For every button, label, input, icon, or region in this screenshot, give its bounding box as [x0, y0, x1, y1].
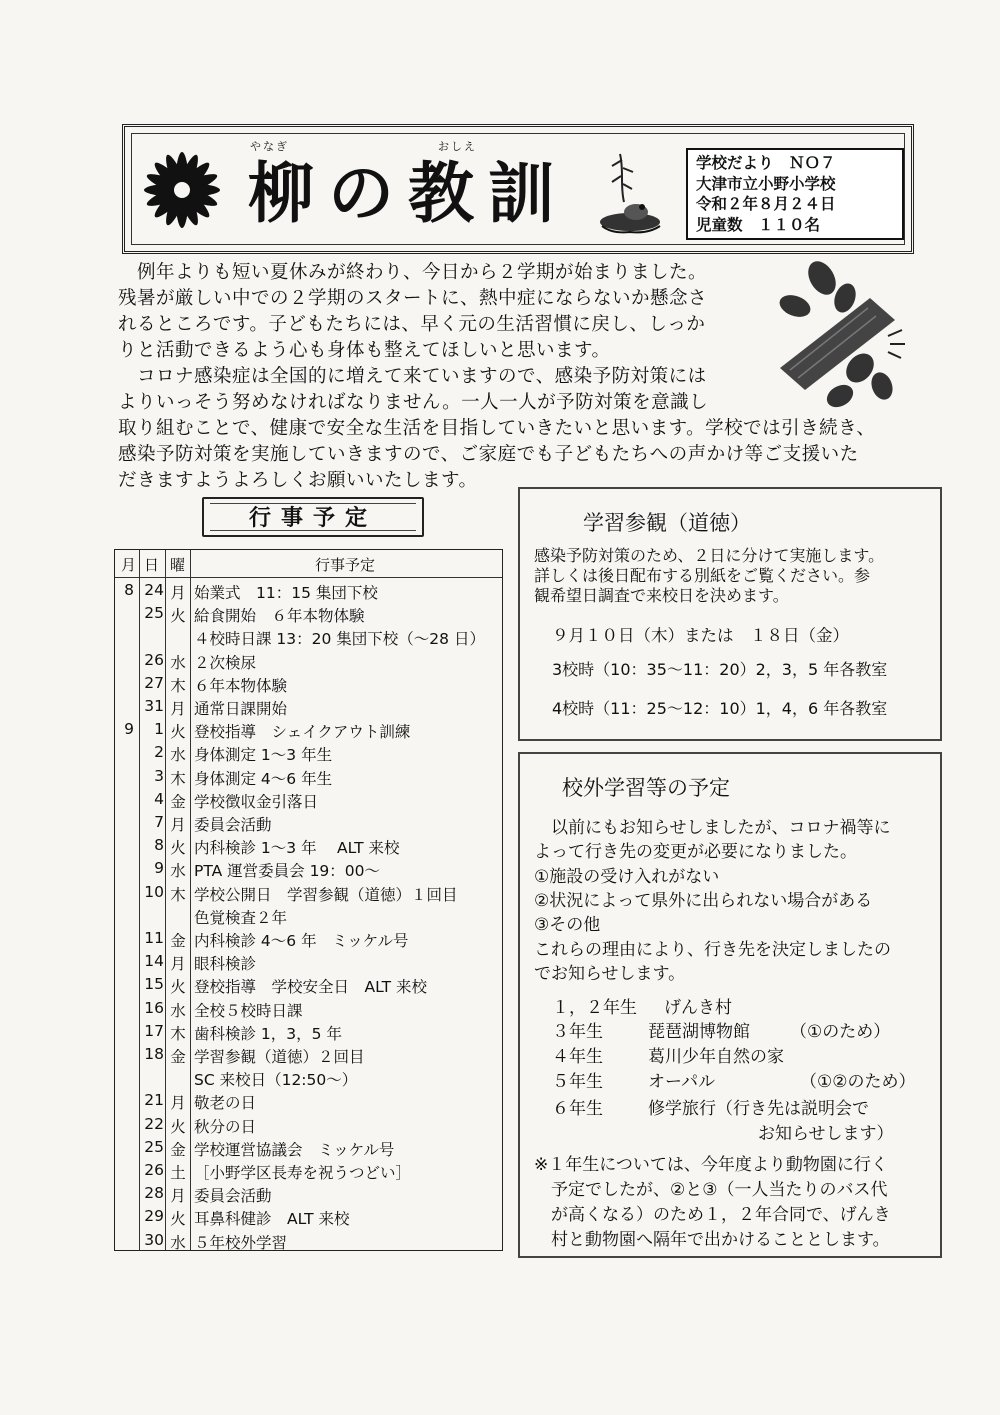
event-cell: 登校指導 学校安全日 ALT 来校 [194, 978, 428, 997]
outside-text: ②状況によって県外に出られない場合がある [534, 891, 873, 911]
day-cell: 16 [144, 998, 164, 1017]
dow-cell: 水 [170, 653, 186, 672]
observation-text: 感染予防対策のため、２日に分けて実施します。 [534, 546, 885, 565]
table-header-month: 月 [121, 556, 137, 574]
outside-text: ①施設の受け入れがない [534, 867, 720, 887]
grade-place: げんき村 [664, 998, 732, 1018]
outside-learning-title: 校外学習等の予定 [562, 776, 730, 800]
grade-note: （①②のため） [800, 1072, 916, 1092]
dow-cell: 月 [170, 1187, 186, 1206]
day-cell: 10 [144, 882, 164, 901]
table-row [115, 651, 502, 673]
event-cell: 学校公開日 学習参観（道徳）１回目 [194, 885, 458, 904]
day-cell: 30 [144, 1230, 164, 1249]
grade-label: ４年生 [552, 1047, 603, 1067]
day-cell: 25 [144, 1137, 164, 1156]
day-cell: 2 [154, 743, 164, 762]
grade-label: ３年生 [552, 1022, 603, 1042]
intro-line: 例年よりも短い夏休みが終わり、今日から２学期が始まりました。 [118, 262, 708, 283]
table-row [115, 1091, 502, 1113]
table-row [115, 767, 502, 789]
outside-text: これらの理由により、行き先を決定しましたの [534, 940, 891, 960]
event-cell: 学校運営協議会 ミッケル号 [194, 1140, 395, 1159]
dow-cell: 水 [170, 746, 186, 765]
table-row [115, 929, 502, 951]
grade-place: オーパル [648, 1072, 716, 1092]
outside-footnote: ※１年生については、今年度より動物園に行く [534, 1155, 888, 1175]
dow-cell: 火 [170, 723, 186, 742]
events-banner-title: 行事予定 [248, 506, 377, 531]
dow-cell: 木 [170, 676, 186, 695]
table-header-dow: 曜 [170, 556, 186, 574]
observation-text: 観希望日調査で来校日を決めます。 [534, 586, 789, 605]
month-cell: 9 [124, 720, 134, 739]
table-row [115, 1045, 502, 1067]
event-cell: 委員会活動 [194, 1187, 272, 1206]
observation-period-4: 4校時（11：25～12：10）1，4，6 年各教室 [552, 699, 888, 718]
month-cell: 8 [124, 581, 134, 599]
observation-title: 学習参観（道徳） [583, 511, 751, 535]
grade-place: 修学旅行（行き先は説明会で [648, 1099, 869, 1119]
day-cell: 18 [144, 1045, 164, 1063]
table-row [115, 697, 502, 719]
dow-cell: 木 [170, 769, 186, 788]
frog-willow-illustration [590, 150, 670, 240]
intro-line: 感染予防対策を実施していきますので、ご家庭でも子どもたちへの声かけ等ご支援いた [118, 444, 859, 465]
event-cell: 登校指導 シェイクアウト訓練 [194, 723, 411, 742]
event-cell: 内科検診 4～6 年 ミッケル号 [194, 932, 409, 950]
header-divider [115, 577, 502, 578]
table-row [115, 743, 502, 765]
table-row [115, 813, 502, 835]
dow-cell: 土 [170, 1164, 186, 1182]
table-header-event: 行事予定 [315, 556, 376, 574]
dow-cell: 金 [170, 1048, 186, 1066]
title-ruby-right: おしえ [438, 140, 477, 153]
table-row [115, 836, 502, 858]
dow-cell: 火 [170, 978, 186, 997]
dow-cell: 火 [170, 839, 186, 858]
event-cell: 眼科検診 [194, 955, 257, 974]
event-cell: 学校徴収金引落日 [194, 792, 319, 811]
event-cell: 通常日課開始 [194, 700, 288, 718]
outside-text: でお知らせします。 [534, 964, 686, 984]
dow-cell: 火 [170, 607, 186, 626]
table-row [115, 674, 502, 696]
intro-line: れるところです。子どもたちには、早く元の生活習慣に戻し、しっか [118, 314, 706, 335]
outside-text: よって行き先の変更が必要になりました。 [534, 842, 857, 862]
day-cell: 31 [144, 697, 164, 715]
event-cell: 学習参観（道徳）２回目 [194, 1048, 365, 1066]
dow-cell: 火 [170, 1210, 186, 1229]
day-cell: 29 [144, 1207, 164, 1226]
info-line: 児童数 １１０名 [696, 215, 821, 234]
event-cell: ［小野学区長寿を祝うつどい］ [194, 1164, 412, 1182]
table-header-day: 日 [144, 556, 160, 574]
intro-line: よりいっそう努めなければなりません。一人一人が予防対策を意識し [118, 392, 709, 413]
observation-dates: ９月１０日（木）または １８日（金） [552, 626, 849, 645]
flower-icon [132, 140, 232, 240]
event-cell: 耳鼻科健診 ALT 来校 [194, 1210, 350, 1229]
day-cell: 8 [154, 836, 164, 855]
day-cell: 25 [144, 604, 164, 623]
grade-label: １，２年生 [552, 998, 637, 1018]
info-line: 学校だより ＮＯ７ [696, 154, 836, 172]
outside-text: ③その他 [534, 915, 601, 935]
event-cell: 委員会活動 [194, 816, 272, 834]
observation-text: 詳しくは後日配布する別紙をご覧ください。参 [534, 566, 871, 585]
event-cell: 歯科検診 1，3，5 年 [194, 1024, 342, 1043]
dow-cell: 木 [170, 1024, 186, 1043]
table-row [115, 999, 502, 1021]
grade-label: ５年生 [552, 1072, 603, 1092]
day-cell: 26 [144, 1161, 164, 1179]
info-line: 令和２年８月２４日 [696, 195, 836, 213]
info-line: 大津市立小野小学校 [696, 174, 836, 193]
dow-cell: 金 [170, 932, 186, 950]
intro-line: だきますようよろしくお願いいたします。 [118, 470, 478, 491]
grade-place: 葛川少年自然の家 [648, 1047, 784, 1067]
table-row [115, 1068, 502, 1090]
intro-line: コロナ感染症は全国的に増えて来ていますので、感染予防対策には [118, 366, 707, 387]
table-row [115, 1184, 502, 1206]
leaves-illustration [770, 258, 910, 408]
dow-cell: 水 [170, 1001, 186, 1020]
outside-footnote: 村と動物園へ隔年で出かけることとします。 [534, 1230, 890, 1250]
dow-cell: 水 [170, 862, 186, 881]
intro-line: 取り組むことで、健康で安全な生活を目指していきたいと思います。学校では引き続き、 [118, 418, 876, 439]
event-cell: 色覚検査２年 [194, 908, 288, 927]
day-cell: 11 [144, 929, 164, 947]
grade-note: （①のため） [790, 1022, 891, 1042]
newsletter-title: 柳の教訓 [248, 154, 568, 232]
event-cell: 給食開始 ６年本物体験 [194, 607, 365, 626]
dow-cell: 金 [170, 1140, 186, 1159]
table-row [115, 581, 502, 603]
event-cell: PTA 運営委員会 19：00～ [194, 862, 381, 881]
day-cell: 1 [154, 720, 164, 739]
table-row [115, 1231, 502, 1253]
day-cell: 14 [144, 952, 164, 971]
table-row [115, 627, 502, 649]
event-cell: SC 来校日（12:50～） [194, 1071, 358, 1090]
day-cell: 26 [144, 650, 164, 669]
event-cell: 敬老の日 [194, 1094, 257, 1113]
day-cell: 17 [144, 1021, 164, 1040]
dow-cell: 月 [170, 816, 186, 834]
outside-footnote: 予定でしたが、②と③（一人当たりのバス代 [534, 1180, 888, 1200]
dow-cell: 月 [170, 700, 186, 718]
dow-cell: 月 [170, 955, 186, 974]
newsletter-info-box [686, 148, 904, 240]
dow-cell: 金 [170, 792, 186, 811]
dow-cell: 火 [170, 1117, 186, 1136]
table-row [115, 1207, 502, 1229]
table-row [115, 952, 502, 974]
outside-footnote: が高くなる）のため１，２年合同で、げんき [534, 1205, 891, 1225]
day-cell: 21 [144, 1091, 164, 1110]
table-row [115, 604, 502, 626]
event-cell: 身体測定 1～3 年生 [194, 746, 333, 765]
table-row [115, 859, 502, 881]
table-row [115, 975, 502, 997]
event-cell: 身体測定 4～6 年生 [194, 769, 333, 788]
day-cell: 4 [154, 789, 164, 808]
event-cell: ６年本物体験 [194, 676, 288, 695]
day-cell: 28 [144, 1184, 164, 1203]
day-cell: 22 [144, 1114, 164, 1133]
event-cell: 全校５校時日課 [194, 1001, 303, 1020]
table-row [115, 1161, 502, 1183]
grade-place: 琵琶湖博物館 [648, 1022, 750, 1042]
event-cell: 始業式 11：15 集団下校 [194, 584, 378, 602]
observation-period-3: 3校時（10：35～11：20）2，3，5 年各教室 [552, 660, 888, 679]
event-cell: ２次検尿 [194, 653, 257, 672]
grade-6-note: お知らせします） [758, 1124, 894, 1144]
dow-cell: 月 [170, 584, 186, 602]
table-row [115, 1138, 502, 1160]
dow-cell: 木 [170, 885, 186, 904]
day-cell: 7 [154, 813, 164, 831]
event-cell: 内科検診 1～3 年 ALT 来校 [194, 839, 400, 858]
title-ruby-left: やなぎ [250, 140, 289, 153]
table-row [115, 790, 502, 812]
table-row [115, 720, 502, 742]
dow-cell: 月 [170, 1094, 186, 1113]
grade-label: ６年生 [552, 1099, 603, 1119]
table-row [115, 906, 502, 928]
day-cell: 3 [154, 766, 164, 785]
dow-cell: 水 [170, 1233, 186, 1252]
event-cell: ４校時日課 13：20 集団下校（～28 日） [194, 630, 485, 649]
event-cell: 秋分の日 [194, 1117, 257, 1136]
event-cell: ５年校外学習 [194, 1233, 288, 1252]
event-schedule-table [114, 549, 503, 1251]
table-row [115, 1115, 502, 1137]
day-cell: 9 [154, 859, 164, 878]
day-cell: 24 [144, 581, 164, 599]
outside-text: 以前にもお知らせしましたが、コロナ禍等に [534, 818, 891, 838]
intro-line: 残暑が厳しい中での２学期のスタートに、熱中症にならないか懸念さ [118, 288, 708, 309]
intro-line: りと活動できるよう心も身体も整えてほしいと思います。 [118, 340, 611, 361]
day-cell: 27 [144, 673, 164, 692]
table-row [115, 1022, 502, 1044]
table-row [115, 883, 502, 905]
day-cell: 15 [144, 975, 164, 994]
